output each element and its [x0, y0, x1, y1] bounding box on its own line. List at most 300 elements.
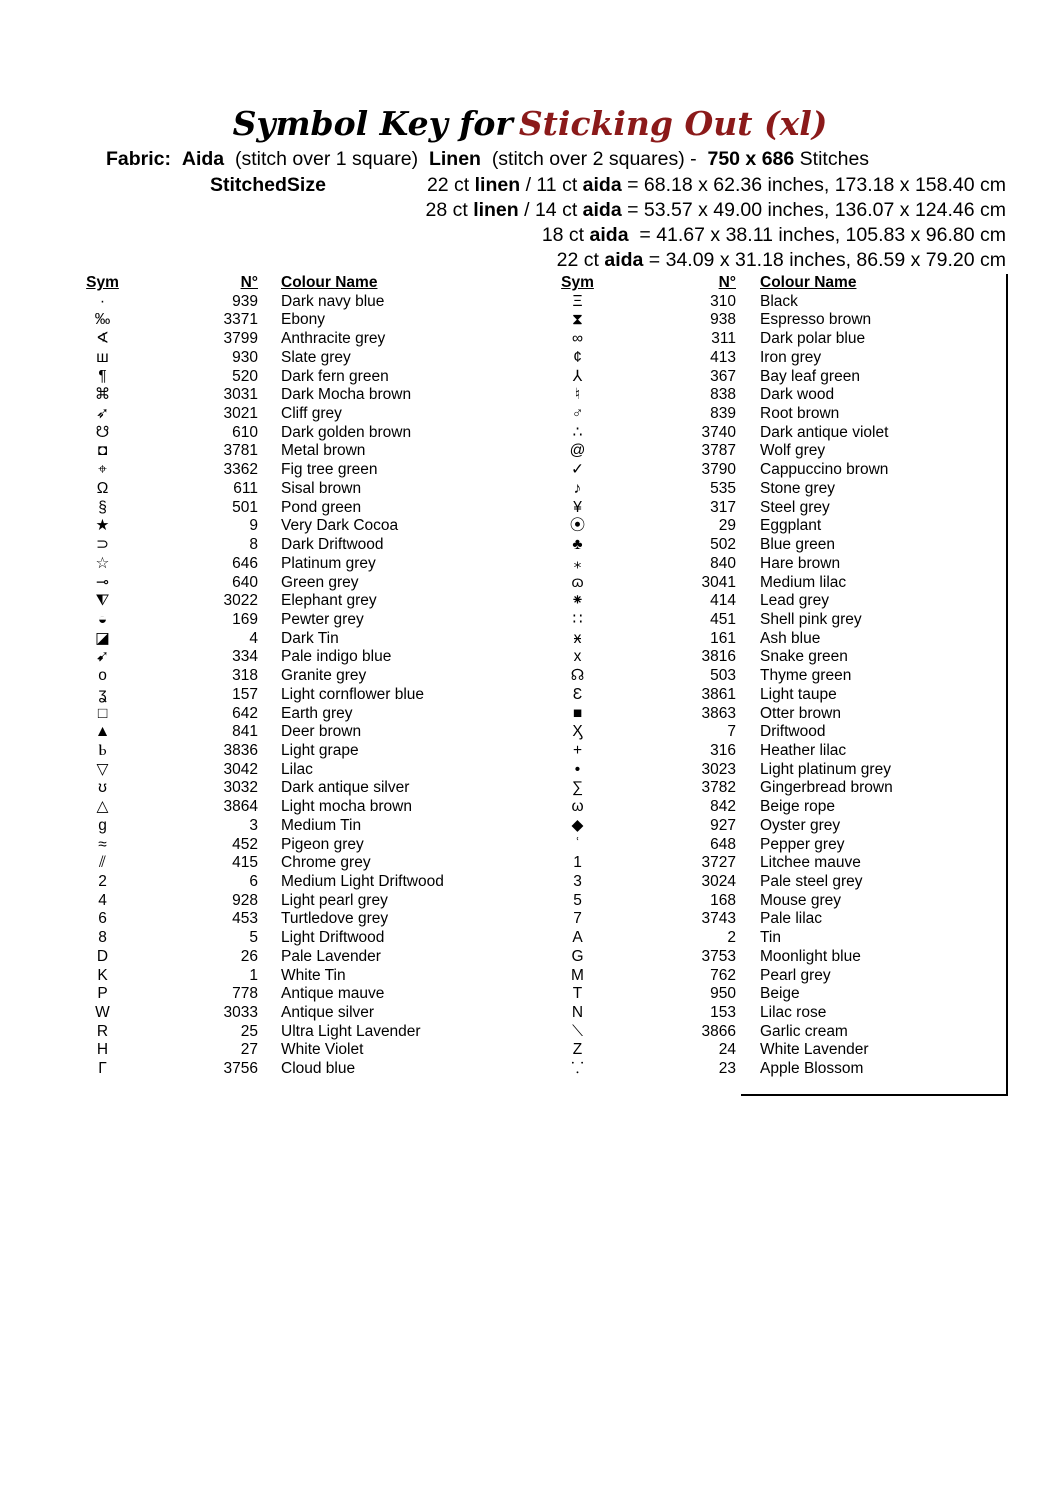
thread-number: 646 [232, 554, 258, 572]
colour-name: Dark golden brown [281, 423, 412, 441]
symbol-glyph: ➶ [96, 405, 109, 423]
table-row [535, 985, 955, 1004]
fabric-aida: Aida [181, 148, 225, 170]
table-row [60, 330, 460, 349]
colour-name: Light cornflower blue [281, 685, 425, 703]
colour-name: Pearl grey [760, 966, 831, 984]
table-row [535, 817, 955, 836]
symbol-glyph: 4 [98, 891, 107, 909]
thread-number: 310 [710, 292, 736, 310]
thread-number: 503 [710, 667, 736, 685]
symbol-glyph: K [97, 966, 108, 984]
size-text: = 41.67 x 38.11 inches, 105.83 x 96.80 cm [628, 224, 1006, 246]
colour-name: Dark antique silver [281, 779, 410, 797]
thread-number: 6 [249, 873, 258, 890]
thread-number: 3863 [701, 704, 736, 722]
symbol-glyph: 6 [98, 910, 107, 928]
colour-name: Ash blue [760, 629, 821, 647]
colour-name: Ebony [281, 311, 325, 329]
thread-number: 9 [249, 517, 258, 535]
thread-number: 415 [232, 854, 258, 872]
thread-number: 317 [710, 498, 736, 516]
table-row [535, 611, 955, 630]
table-row [535, 873, 955, 892]
symbol-glyph: ▽ [96, 760, 109, 778]
fabric-label: Fabric: [106, 148, 172, 170]
colour-name: Anthracite grey [281, 330, 386, 348]
symbol-glyph: o [98, 667, 107, 685]
table-row [535, 499, 955, 518]
colour-name: Pond green [281, 498, 362, 516]
colour-name: Antique silver [281, 1004, 375, 1022]
symbol-glyph: ⸪ [571, 1060, 584, 1078]
symbol-glyph: △ [96, 798, 109, 816]
symbol-glyph: ш [96, 348, 109, 366]
table-row [535, 330, 955, 349]
thread-number: 841 [232, 723, 258, 741]
thread-number: 3371 [223, 311, 258, 329]
symbol-glyph: P [97, 985, 108, 1003]
symbol-glyph: ⌖ [98, 461, 107, 479]
fabric-line [106, 148, 869, 171]
thread-number: 520 [232, 367, 258, 385]
symbol-glyph: ☊ [570, 667, 585, 685]
thread-number: 842 [710, 798, 736, 816]
symbol-table-left [60, 274, 460, 1079]
thread-number: 950 [710, 985, 736, 1003]
colour-name: Garlic cream [760, 1022, 848, 1040]
symbol-glyph: Γ [98, 1060, 107, 1078]
symbol-glyph: 5 [573, 891, 582, 909]
thread-number: 839 [710, 405, 736, 423]
thread-number: 3021 [223, 405, 258, 423]
table-row [535, 798, 955, 817]
header-number: N° [240, 274, 258, 291]
symbol-glyph: ∴ [572, 423, 583, 441]
table-row [535, 929, 955, 948]
colour-name: Light mocha brown [281, 798, 412, 816]
table-row [535, 1004, 955, 1023]
colour-name: Cloud blue [281, 1060, 356, 1078]
table-row [60, 910, 460, 929]
symbol-glyph: ⟍ [572, 1022, 583, 1040]
table-row [535, 761, 955, 780]
table-row [60, 293, 460, 312]
colour-name: Root brown [760, 405, 840, 423]
symbol-glyph: ω [571, 798, 584, 816]
symbol-glyph: ⫽ [99, 854, 106, 872]
thread-number: 157 [232, 685, 258, 703]
table-row [535, 574, 955, 593]
colour-name: Lead grey [760, 592, 829, 610]
colour-name: Pale lilac [760, 910, 823, 928]
colour-name: Lilac rose [760, 1004, 827, 1022]
thread-number: 3740 [701, 423, 736, 441]
symbol-glyph: ⊃ [96, 536, 109, 554]
table-row [60, 555, 460, 574]
thread-number: 3753 [701, 947, 736, 965]
table-row [60, 723, 460, 742]
colour-name: Elephant grey [281, 592, 377, 610]
colour-name: White Lavender [760, 1041, 869, 1059]
symbol-glyph: ⁕ [571, 592, 584, 610]
symbol-glyph: ∑ [571, 779, 584, 797]
fabric-linen-note: (stitch over 2 squares) - [491, 148, 697, 170]
table-frame-bottom [741, 1094, 1008, 1096]
table-row [60, 424, 460, 443]
colour-name: Light platinum grey [760, 760, 891, 778]
colour-name: Light grape [281, 741, 359, 759]
thread-number: 642 [232, 704, 258, 722]
table-row [535, 293, 955, 312]
table-row [535, 686, 955, 705]
thread-number: 25 [240, 1022, 258, 1040]
symbol-glyph: • [574, 760, 581, 778]
thread-number: 334 [232, 648, 258, 666]
colour-name: Medium lilac [760, 573, 847, 591]
table-row [535, 948, 955, 967]
symbol-glyph: A [572, 929, 583, 947]
table-row [535, 311, 955, 330]
colour-name: Shell pink grey [760, 610, 862, 628]
symbol-glyph: Ɛ [572, 685, 583, 703]
table-row [535, 836, 955, 855]
symbol-glyph: ■ [572, 704, 583, 722]
table-row [535, 779, 955, 798]
header-number: N° [718, 274, 736, 291]
table-row [535, 349, 955, 368]
thread-number: 3781 [223, 442, 258, 460]
thread-number: 153 [710, 1004, 736, 1022]
thread-number: 27 [240, 1041, 258, 1059]
symbol-glyph: · [99, 292, 106, 310]
symbol-glyph: G [571, 947, 584, 965]
colour-name: Fig tree green [281, 461, 378, 479]
table-row [60, 592, 460, 611]
symbol-glyph: ⅄ [572, 367, 583, 385]
colour-name: Cappuccino brown [760, 461, 889, 479]
symbol-glyph: ӿ [573, 629, 582, 647]
table-row [535, 517, 955, 536]
colour-name: Earth grey [281, 704, 353, 722]
colour-name: Hare brown [760, 554, 841, 572]
table-row [60, 667, 460, 686]
fabric-type: aida [589, 224, 629, 246]
colour-name: Eggplant [760, 517, 822, 535]
thread-number: 453 [232, 910, 258, 928]
colour-name: Black [760, 292, 798, 310]
symbol-glyph: ⌘ [94, 386, 111, 404]
symbol-glyph: ∞ [571, 330, 584, 348]
colour-name: Turtledove grey [281, 910, 389, 928]
colour-name: Snake green [760, 648, 848, 666]
table-row [535, 424, 955, 443]
thread-number: 3023 [701, 760, 736, 778]
table-row [60, 686, 460, 705]
size-text: 22 ct [556, 249, 605, 271]
stitched-size-line [557, 249, 1006, 272]
table-row [60, 630, 460, 649]
symbol-glyph: @ [569, 442, 586, 460]
table-row [60, 368, 460, 387]
colour-name: Pigeon grey [281, 835, 364, 853]
thread-number: 414 [710, 592, 736, 610]
thread-number: 840 [710, 554, 736, 572]
symbol-glyph: ʊ [98, 779, 107, 797]
thread-number: 3756 [223, 1060, 258, 1078]
symbol-glyph: ¢ [573, 348, 582, 366]
thread-number: 3041 [701, 573, 736, 591]
symbol-glyph: Ӽ [572, 723, 583, 741]
thread-number: 2 [727, 929, 736, 947]
table-row [60, 1060, 460, 1079]
table-row [535, 648, 955, 667]
colour-name: Blue green [760, 536, 835, 554]
thread-number: 3 [249, 816, 258, 834]
table-row [535, 854, 955, 873]
table-row [60, 311, 460, 330]
header-colour-name: Colour Name [760, 274, 857, 291]
thread-number: 648 [710, 835, 736, 853]
page-title [0, 104, 1060, 143]
thread-number: 318 [232, 667, 258, 685]
thread-number: 778 [232, 985, 258, 1003]
thread-number: 24 [718, 1041, 736, 1059]
table-row [60, 985, 460, 1004]
colour-name: Dark Mocha brown [281, 386, 412, 404]
symbol-glyph: ➹ [96, 648, 109, 666]
table-row [535, 536, 955, 555]
symbol-glyph: g [98, 816, 107, 834]
thread-number: 3816 [701, 648, 736, 666]
thread-number: 927 [710, 816, 736, 834]
symbol-glyph: 8 [98, 929, 107, 947]
symbol-glyph: T [572, 985, 583, 1003]
table-header [535, 274, 955, 293]
colour-name: Dark antique violet [760, 423, 889, 441]
colour-name: Wolf grey [760, 442, 826, 460]
thread-number: 367 [710, 367, 736, 385]
colour-name: Litchee mauve [760, 854, 861, 872]
symbol-glyph: ◆ [571, 816, 584, 834]
colour-name: Pale steel grey [760, 873, 863, 890]
thread-number: 1 [249, 966, 258, 984]
thread-number: 3861 [701, 685, 736, 703]
symbol-glyph: ∷ [572, 610, 583, 628]
table-row [60, 405, 460, 424]
thread-number: 930 [232, 348, 258, 366]
table-row [60, 574, 460, 593]
symbol-glyph: ⦿ [569, 517, 586, 535]
symbol-glyph: 7 [573, 910, 582, 928]
colour-name: Granite grey [281, 667, 367, 685]
thread-number: 502 [710, 536, 736, 554]
symbol-glyph: ◘ [97, 442, 108, 460]
table-row [60, 779, 460, 798]
symbol-glyph: W [95, 1004, 110, 1022]
thread-number: 3042 [223, 760, 258, 778]
colour-name: Bay leaf green [760, 367, 860, 385]
stitched-size-line [542, 224, 1006, 247]
colour-name: Steel grey [760, 498, 830, 516]
thread-number: 3866 [701, 1022, 736, 1040]
colour-name: Espresso brown [760, 311, 872, 329]
colour-name: Iron grey [760, 348, 822, 366]
symbol-glyph: ≈ [98, 835, 107, 853]
stitches-label: Stitches [799, 148, 870, 170]
table-row [535, 742, 955, 761]
table-row [60, 461, 460, 480]
table-row [60, 798, 460, 817]
thread-number: 3836 [223, 741, 258, 759]
table-row [535, 1060, 955, 1079]
colour-name: White Tin [281, 966, 346, 984]
colour-name: Beige [760, 985, 800, 1003]
thread-number: 26 [240, 947, 258, 965]
symbol-glyph: § [98, 498, 107, 516]
symbol-glyph: ♣ [572, 536, 583, 554]
fabric-type: linen [473, 199, 519, 221]
symbol-glyph: D [96, 947, 109, 965]
symbol-glyph: ✓ [571, 461, 584, 479]
header-colour-name: Colour Name [281, 274, 378, 291]
table-row [60, 929, 460, 948]
size-text: = 34.09 x 31.18 inches, 86.59 x 79.20 cm [643, 249, 1006, 271]
header-sym: Sym [561, 274, 594, 291]
thread-number: 413 [710, 348, 736, 366]
thread-number: 3864 [223, 798, 258, 816]
colour-name: Moonlight blue [760, 947, 861, 965]
table-row [60, 517, 460, 536]
stitched-size-label: StitchedSize [210, 174, 326, 196]
colour-name: Mouse grey [760, 891, 841, 909]
colour-name: Driftwood [760, 723, 826, 741]
thread-number: 161 [710, 629, 736, 647]
colour-name: Stone grey [760, 479, 835, 497]
colour-name: Apple Blossom [760, 1060, 864, 1078]
colour-name: Gingerbread brown [760, 779, 893, 797]
table-row [60, 648, 460, 667]
table-row [535, 967, 955, 986]
colour-name: Light pearl grey [281, 891, 388, 909]
table-frame-right [1006, 274, 1008, 1096]
thread-number: 452 [232, 835, 258, 853]
colour-name: Slate grey [281, 348, 351, 366]
table-row [60, 705, 460, 724]
table-row [60, 873, 460, 892]
table-row [60, 611, 460, 630]
thread-number: 938 [710, 311, 736, 329]
table-row [535, 1023, 955, 1042]
fabric-type: linen [474, 174, 521, 196]
title-prefix: Symbol Key for [232, 104, 513, 143]
size-text: 18 ct [541, 224, 590, 246]
colour-name: Dark navy blue [281, 292, 385, 310]
colour-name: Antique mauve [281, 985, 385, 1003]
symbol-glyph: ⧨ [95, 592, 110, 610]
table-row [535, 892, 955, 911]
symbol-glyph: ∢ [96, 330, 109, 348]
symbol-glyph: ♂ [571, 405, 584, 423]
thread-number: 7 [727, 723, 736, 741]
thread-number: 838 [710, 386, 736, 404]
colour-name: Beige rope [760, 798, 835, 816]
colour-name: Pewter grey [281, 610, 364, 628]
fabric-linen: Linen [428, 148, 481, 170]
colour-name: Metal brown [281, 442, 366, 460]
size-text: 22 ct [426, 174, 475, 196]
thread-number: 762 [710, 966, 736, 984]
thread-number: 311 [711, 330, 736, 348]
header-sym: Sym [86, 274, 119, 291]
table-row [60, 1004, 460, 1023]
size-text: = 53.57 x 49.00 inches, 136.07 x 124.46 cm [621, 199, 1006, 221]
symbol-glyph: ⊸ [96, 573, 109, 591]
table-row [535, 1041, 955, 1060]
symbol-glyph: ⁎ [573, 554, 582, 572]
thread-number: 3032 [223, 779, 258, 797]
size-text: / 11 ct [520, 174, 583, 196]
colour-name: Light Driftwood [281, 929, 385, 947]
colour-name: Medium Tin [281, 816, 362, 834]
colour-name: Dark Driftwood [281, 536, 384, 554]
colour-name: Lilac [281, 760, 313, 778]
table-row [60, 761, 460, 780]
thread-number: 316 [710, 741, 736, 759]
symbol-glyph: ʿ [574, 835, 581, 853]
table-row [60, 349, 460, 368]
table-row [60, 499, 460, 518]
colour-name: Thyme green [760, 667, 852, 685]
thread-number: 4 [249, 629, 258, 647]
symbol-glyph: ♪ [573, 479, 582, 497]
fabric-type: aida [582, 199, 622, 221]
symbol-glyph: 3 [573, 873, 582, 890]
table-row [535, 368, 955, 387]
table-row [60, 1023, 460, 1042]
table-row [535, 723, 955, 742]
table-row [60, 480, 460, 499]
table-row [60, 892, 460, 911]
colour-name: Otter brown [760, 704, 841, 722]
stitch-dimensions: 750 x 686 [707, 148, 795, 170]
thread-number: 3727 [701, 854, 736, 872]
stitched-size-line [427, 174, 1006, 197]
size-text: 28 ct [425, 199, 474, 221]
symbol-glyph: ▲ [94, 723, 111, 741]
colour-name: Pale indigo blue [281, 648, 392, 666]
thread-number: 8 [249, 536, 258, 554]
fabric-type: aida [604, 249, 644, 271]
thread-number: 3031 [223, 386, 258, 404]
colour-name: Very Dark Cocoa [281, 517, 399, 535]
table-row [60, 442, 460, 461]
symbol-glyph: 2 [98, 873, 107, 890]
thread-number: 3782 [701, 779, 736, 797]
thread-number: 611 [233, 479, 258, 497]
table-row [60, 742, 460, 761]
fabric-type: aida [582, 174, 622, 196]
table-row [60, 817, 460, 836]
symbol-glyph: Ξ [572, 292, 583, 310]
fabric-aida-note: (stitch over 1 square) [234, 148, 419, 170]
table-row [535, 480, 955, 499]
thread-number: 29 [718, 517, 736, 535]
table-row [60, 536, 460, 555]
table-row [535, 630, 955, 649]
table-row [60, 854, 460, 873]
colour-name: Cliff grey [281, 405, 342, 423]
